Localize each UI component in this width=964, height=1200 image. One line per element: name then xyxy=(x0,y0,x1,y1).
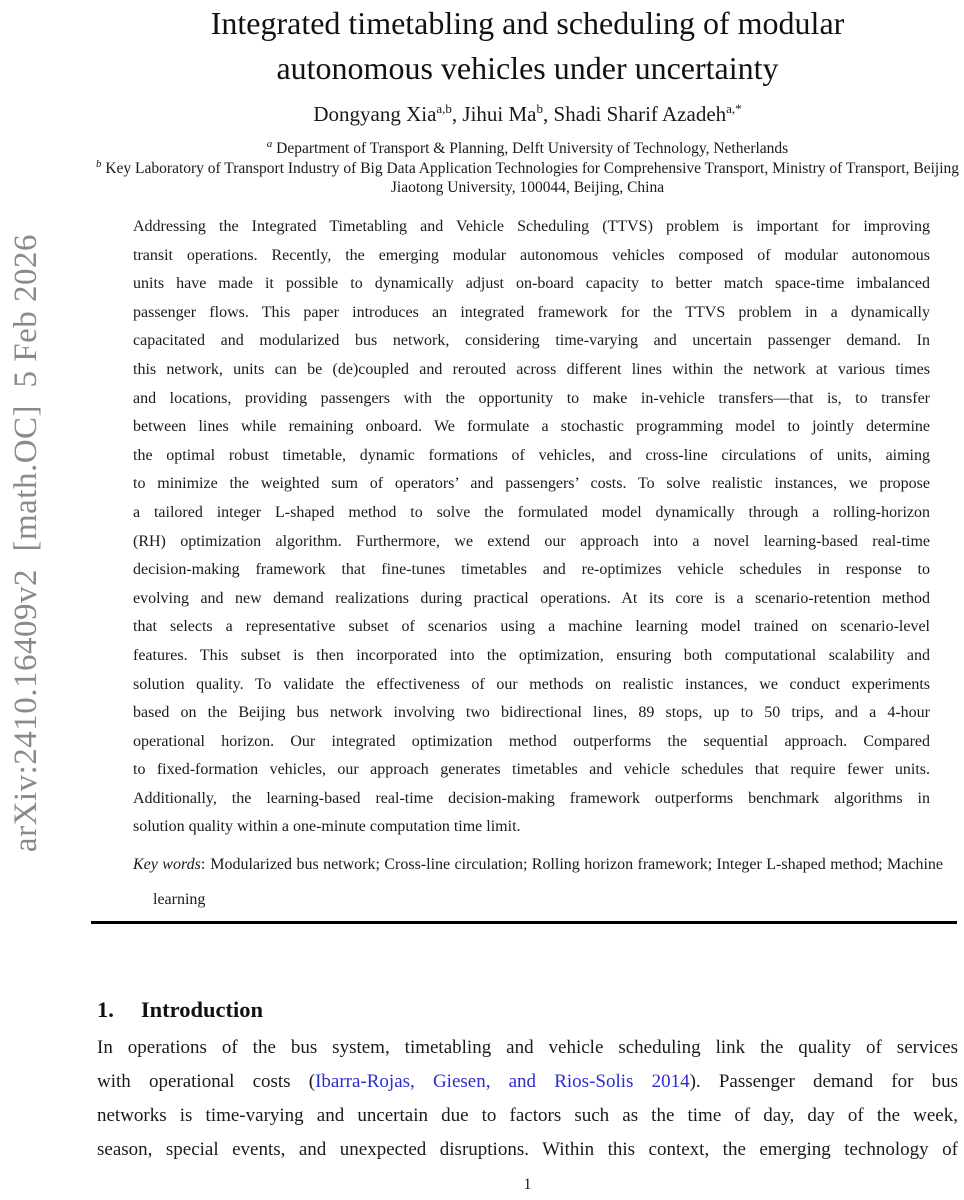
keywords-text: Modularized bus network; Cross-line circulation; Rolling horizon framework; Integer L-shaped method; Machine learning xyxy=(153,856,944,908)
section-heading xyxy=(97,997,263,1023)
intro-paragraph xyxy=(97,1031,958,1167)
abstract xyxy=(133,213,930,842)
arxiv-watermark: arXiv:2410.16409v2 [math.OC] 5 Feb 2026 xyxy=(8,233,44,853)
paper-title-line-1: Integrated timetabling and scheduling of modular xyxy=(210,5,845,41)
abstract-line: to fixed-formation vehicles, our approach generates timetables and vehicle schedules that require fewer units. xyxy=(133,761,930,779)
abstract-line: that selects a representative subset of scenarios using a machine learning model trained on scenario-level xyxy=(133,618,930,636)
affiliation-item xyxy=(87,159,964,198)
paper-title xyxy=(97,1,958,91)
abstract-line: between lines while remaining onboard. We formulate a stochastic programming model to jointly determine xyxy=(133,418,930,436)
intro-text: season, special events, and unexpected disruptions. Within this context, the emerging technology of xyxy=(97,1139,958,1160)
abstract-line: operational horizon. Our integrated optimization method outperforms the sequential approach. Compared xyxy=(133,732,930,750)
paper-title-line-2: autonomous vehicles under uncertainty xyxy=(276,50,779,86)
abstract-line: transit operations. Recently, the emerging modular autonomous vehicles composed of modular autonomous xyxy=(133,246,930,264)
author-affiliation-marker: a,b xyxy=(436,101,452,116)
intro-line xyxy=(97,1099,958,1133)
abstract-line: the optimal robust timetable, dynamic formations of vehicles, and cross-line circulations of units, aiming xyxy=(133,446,930,464)
intro-line xyxy=(97,1133,958,1167)
abstract-divider-rule xyxy=(91,921,957,924)
page-number: 1 xyxy=(523,1176,532,1193)
abstract-line: units have made it possible to dynamically adjust on-board capacity to better match space-time imbalanced xyxy=(133,275,930,293)
author-affiliation-marker: b xyxy=(536,101,544,116)
abstract-line: evolving and new demand realizations during practical operations. At its core is a scenario-retention method xyxy=(133,589,930,607)
affiliation-text: Department of Transport & Planning, Delft University of Technology, Netherlands xyxy=(272,140,789,157)
author-affiliation-marker: a,* xyxy=(726,101,742,116)
abstract-line: Addressing the Integrated Timetabling and Vehicle Scheduling (TTVS) problem is important for improving xyxy=(133,218,930,235)
abstract-line: (RH) optimization algorithm. Furthermore, we extend our approach into a novel learning-based real-time xyxy=(133,532,930,550)
affiliation-text: Key Laboratory of Transport Industry of Big Data Application Technologies for Comprehensive Transport, Ministry of Transport, Beijing Jiaotong University, 100044, Beijing, China xyxy=(101,159,959,196)
abstract-line: decision-making framework that fine-tunes timetables and re-optimizes vehicle schedules in response to xyxy=(133,561,930,579)
keywords-block xyxy=(133,847,943,917)
affiliation-marker: b xyxy=(95,157,102,170)
abstract-line: based on the Beijing bus network involving two bidirectional lines, 89 stops, up to 50 trips, and a 4-hour xyxy=(133,704,930,722)
affiliation-item xyxy=(87,139,964,159)
intro-line xyxy=(97,1031,958,1065)
abstract-line: solution quality. To validate the effectiveness of our methods on realistic instances, we conduct experiments xyxy=(133,675,930,693)
intro-text: with operational costs ( xyxy=(97,1071,316,1092)
author-separator: , xyxy=(451,102,463,126)
author-list xyxy=(97,102,958,127)
abstract-line: features. This subset is then incorporated into the optimization, ensuring both computational scalability and xyxy=(133,646,930,664)
section-number: 1. xyxy=(97,997,114,1022)
author-name: Shadi Sharif Azadeh xyxy=(553,102,727,126)
abstract-line: and locations, providing passengers with the opportunity to make in-vehicle transfers—that is, to transfer xyxy=(133,389,930,407)
intro-text: ). Passenger demand for bus xyxy=(689,1071,958,1092)
affiliation-marker: a xyxy=(266,137,273,150)
author-name: Jihui Ma xyxy=(462,102,537,126)
keywords-separator: : xyxy=(200,856,206,873)
author-separator: , xyxy=(543,102,554,126)
intro-text: networks is time-varying and uncertain due to factors such as the time of day, day of the week, xyxy=(97,1105,958,1126)
citation-link[interactable]: Ibarra-Rojas, Giesen, and Rios-Solis 2014 xyxy=(315,1071,690,1092)
author-name: Dongyang Xia xyxy=(313,102,437,126)
affiliation-list xyxy=(87,139,964,198)
abstract-line: this network, units can be (de)coupled and rerouted across different lines within the network at various times xyxy=(133,360,930,378)
abstract-line: passenger flows. This paper introduces an integrated framework for the TTVS problem in a dynamically xyxy=(133,303,930,321)
intro-text: In operations of the bus system, timetabling and vehicle scheduling link the quality of services xyxy=(97,1037,958,1058)
section-title: Introduction xyxy=(140,997,263,1022)
abstract-line: Additionally, the learning-based real-time decision-making framework outperforms benchmark algorithms in xyxy=(133,789,930,807)
keywords-label: Key words xyxy=(133,856,201,873)
abstract-line: a tailored integer L-shaped method to solve the formulated model dynamically through a rolling-horizon xyxy=(133,503,930,521)
abstract-line: solution quality within a one-minute computation time limit. xyxy=(133,818,521,836)
page-content xyxy=(97,0,958,1200)
abstract-line: to minimize the weighted sum of operators’ and passengers’ costs. To solve realistic instances, we propose xyxy=(133,475,930,493)
intro-line xyxy=(97,1065,958,1099)
abstract-line: capacitated and modularized bus network, considering time-varying and uncertain passenger demand. In xyxy=(133,332,930,350)
